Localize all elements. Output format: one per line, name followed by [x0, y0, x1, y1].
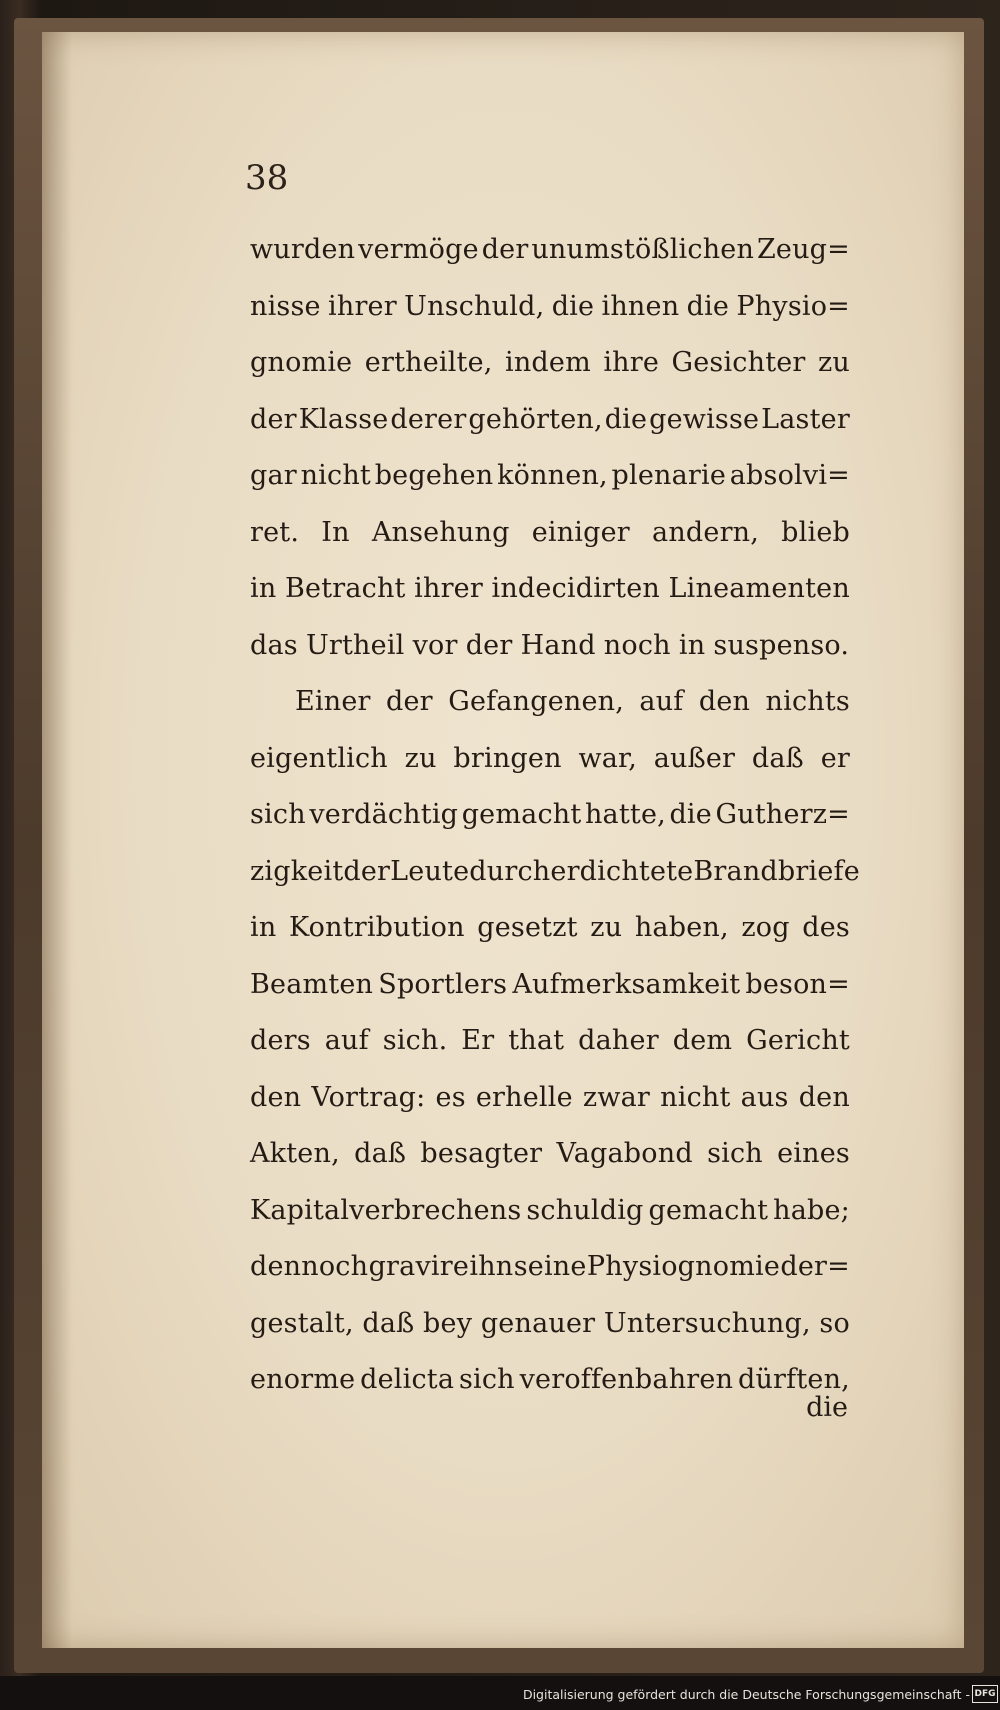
text-word: Betracht — [284, 573, 406, 604]
text-line — [250, 844, 860, 901]
text-word: vermöge — [358, 234, 479, 265]
dfg-logo: DFG — [972, 1685, 998, 1703]
text-word: zu — [404, 742, 437, 774]
text-word: gnomie — [250, 347, 353, 378]
text-word: können, — [497, 460, 608, 491]
text-word: unumstößlichen — [531, 234, 755, 265]
text-word: hatte, — [584, 799, 666, 830]
text-word: Hand — [520, 629, 596, 661]
text-word: veroffenbahren — [519, 1364, 734, 1395]
text-word: Kapitalverbrechens — [250, 1194, 522, 1226]
text-word: die — [604, 403, 648, 435]
text-word: nicht — [300, 460, 371, 491]
text-word: vor — [412, 629, 458, 661]
text-word: Laster — [761, 403, 850, 435]
text-word: dürften, — [737, 1364, 850, 1395]
text-word: zwar — [582, 1081, 651, 1113]
text-word: durch — [469, 855, 551, 887]
text-word: Physiognomie — [586, 1251, 781, 1282]
text-word: daß — [354, 1138, 407, 1169]
text-word: that — [508, 1025, 565, 1056]
text-word: sich — [458, 1364, 515, 1395]
text-word: ihrer — [328, 290, 397, 322]
footer-credit: Digitalisierung gefördert durch die Deutsche Forschungsgemeinschaft - — [522, 1687, 970, 1702]
text-word: nisse — [250, 290, 321, 322]
text-word: Brandbriefe — [693, 855, 860, 887]
page-text-block — [250, 222, 860, 1409]
text-word: es — [435, 1081, 466, 1113]
text-line — [250, 900, 850, 957]
text-word: habe; — [773, 1194, 850, 1226]
text-word: In — [321, 516, 350, 548]
text-word: der — [465, 629, 513, 661]
text-word: zog — [741, 912, 790, 943]
text-line — [250, 787, 850, 844]
text-word: Aufmerksamkeit — [512, 968, 741, 1000]
text-word: Er — [461, 1025, 495, 1056]
text-word: ertheilte, — [364, 347, 493, 378]
text-line — [250, 1126, 850, 1183]
text-word: Beamten — [250, 968, 374, 1000]
text-word: Lineamenten — [668, 573, 850, 604]
text-line-paragraph-start — [250, 674, 850, 731]
text-word: war, — [578, 742, 637, 774]
text-word: nicht — [660, 1081, 731, 1113]
text-word: den — [698, 686, 751, 717]
text-word: gewisse — [649, 403, 760, 435]
text-word: suspenso. — [713, 629, 850, 661]
text-word: besagter — [420, 1138, 543, 1169]
text-word: in — [678, 629, 706, 661]
page-gutter-shadow — [42, 32, 72, 1648]
text-word: eines — [777, 1138, 850, 1169]
text-word: Gesichter — [671, 347, 806, 378]
text-word: ihrer — [414, 573, 483, 604]
text-word: Ansehung — [371, 516, 510, 548]
text-word: aus — [740, 1081, 789, 1113]
text-word: zu — [590, 912, 623, 943]
text-word: den — [798, 1081, 850, 1113]
text-word: zu — [817, 347, 850, 378]
text-line — [250, 731, 850, 788]
text-line — [250, 505, 850, 562]
text-word: das — [250, 629, 298, 661]
text-word: Klasse — [298, 403, 389, 435]
text-line — [250, 1013, 850, 1070]
text-word: beson= — [745, 968, 850, 1000]
text-word: dennoch — [250, 1251, 369, 1282]
text-word: Physio= — [736, 290, 850, 322]
text-word: gemacht — [461, 799, 582, 830]
text-word: enorme — [250, 1364, 356, 1395]
text-word: Gefangenen, — [448, 686, 625, 717]
text-word: er — [820, 742, 850, 774]
text-word: Sportlers — [378, 968, 508, 1000]
page-number: 38 — [245, 158, 289, 198]
text-word: sich — [250, 799, 306, 830]
text-word: haben, — [634, 912, 729, 943]
text-line — [250, 1070, 850, 1127]
text-word: erdichtete — [550, 855, 694, 887]
text-word: Akten, — [250, 1138, 340, 1169]
text-line — [250, 1296, 850, 1353]
text-word: der — [386, 686, 433, 717]
text-word: schuldig — [526, 1194, 644, 1226]
text-word: nichts — [765, 686, 850, 717]
text-word: gar — [250, 460, 297, 491]
catchword: die — [806, 1392, 848, 1423]
text-word: derer — [390, 403, 467, 435]
text-word: begehen — [374, 460, 494, 491]
text-word: der — [481, 234, 529, 265]
text-word: gesetzt — [477, 912, 578, 943]
text-word: Zeug= — [756, 234, 850, 265]
text-word: Unschuld, — [404, 290, 545, 322]
text-word: daher — [578, 1025, 659, 1056]
text-word: verdächtig — [309, 799, 459, 830]
text-word: in — [250, 573, 277, 604]
text-word: Vortrag: — [311, 1081, 426, 1113]
text-line — [250, 448, 850, 505]
text-line — [250, 335, 850, 392]
text-word: so — [819, 1307, 850, 1339]
text-word: erhelle — [475, 1081, 573, 1113]
text-line — [250, 618, 850, 675]
text-word: delicta — [360, 1364, 455, 1395]
text-word: des — [802, 912, 850, 943]
text-word: der — [343, 855, 391, 887]
text-word: Vagabond — [556, 1138, 693, 1169]
text-word: den — [250, 1081, 302, 1113]
text-word: gehörten, — [468, 403, 603, 435]
text-word: wurden — [250, 234, 356, 265]
text-word: Gutherz= — [715, 799, 850, 830]
text-word: Leute — [390, 855, 470, 887]
text-word: eigentlich — [250, 742, 388, 774]
text-word: zigkeit — [250, 855, 344, 887]
text-word: außer — [653, 742, 736, 774]
text-word: Einer — [295, 686, 371, 717]
text-word: daß — [751, 742, 804, 774]
text-word: der — [250, 403, 297, 435]
text-word: noch — [603, 629, 671, 661]
text-line — [250, 1183, 850, 1240]
text-word: ihre — [603, 347, 660, 378]
text-word: die — [551, 290, 595, 322]
text-word: bey — [423, 1307, 473, 1339]
text-word: auf — [324, 1025, 369, 1056]
text-word: plenarie — [611, 460, 727, 491]
text-line — [250, 561, 850, 618]
text-word: ihn — [469, 1251, 514, 1282]
text-word: auf — [639, 686, 684, 717]
text-line — [250, 1239, 850, 1296]
text-word: Untersuchung, — [603, 1307, 811, 1339]
text-word: sich — [707, 1138, 763, 1169]
text-word: blieb — [781, 516, 850, 548]
text-line — [250, 222, 850, 279]
text-word: genauer — [480, 1307, 596, 1339]
text-word: gravire — [368, 1251, 470, 1282]
text-word: Urtheil — [305, 629, 405, 661]
text-word: in — [250, 912, 277, 943]
text-word: indecidirten — [491, 573, 660, 604]
text-word: ret. — [250, 516, 300, 548]
text-word: ihnen — [601, 290, 680, 322]
text-word: der= — [780, 1251, 850, 1282]
text-line — [250, 1352, 850, 1409]
text-line — [250, 279, 850, 336]
text-word: Gericht — [746, 1025, 850, 1056]
text-line — [250, 392, 850, 449]
text-word: gemacht — [648, 1194, 769, 1226]
text-word: bringen — [453, 742, 562, 774]
text-word: seine — [513, 1251, 587, 1282]
text-word: gestalt, — [250, 1307, 354, 1339]
text-word: ders — [250, 1025, 311, 1056]
text-word: einiger — [531, 516, 630, 548]
text-line — [250, 957, 850, 1014]
text-word: sich. — [382, 1025, 448, 1056]
text-word: indem — [505, 347, 591, 378]
text-word: Kontribution — [289, 912, 465, 943]
text-word: die — [686, 290, 730, 322]
text-word: die — [669, 799, 712, 830]
text-word: absolvi= — [729, 460, 850, 491]
text-word: daß — [362, 1307, 415, 1339]
text-word: dem — [672, 1025, 733, 1056]
text-word: andern, — [652, 516, 760, 548]
